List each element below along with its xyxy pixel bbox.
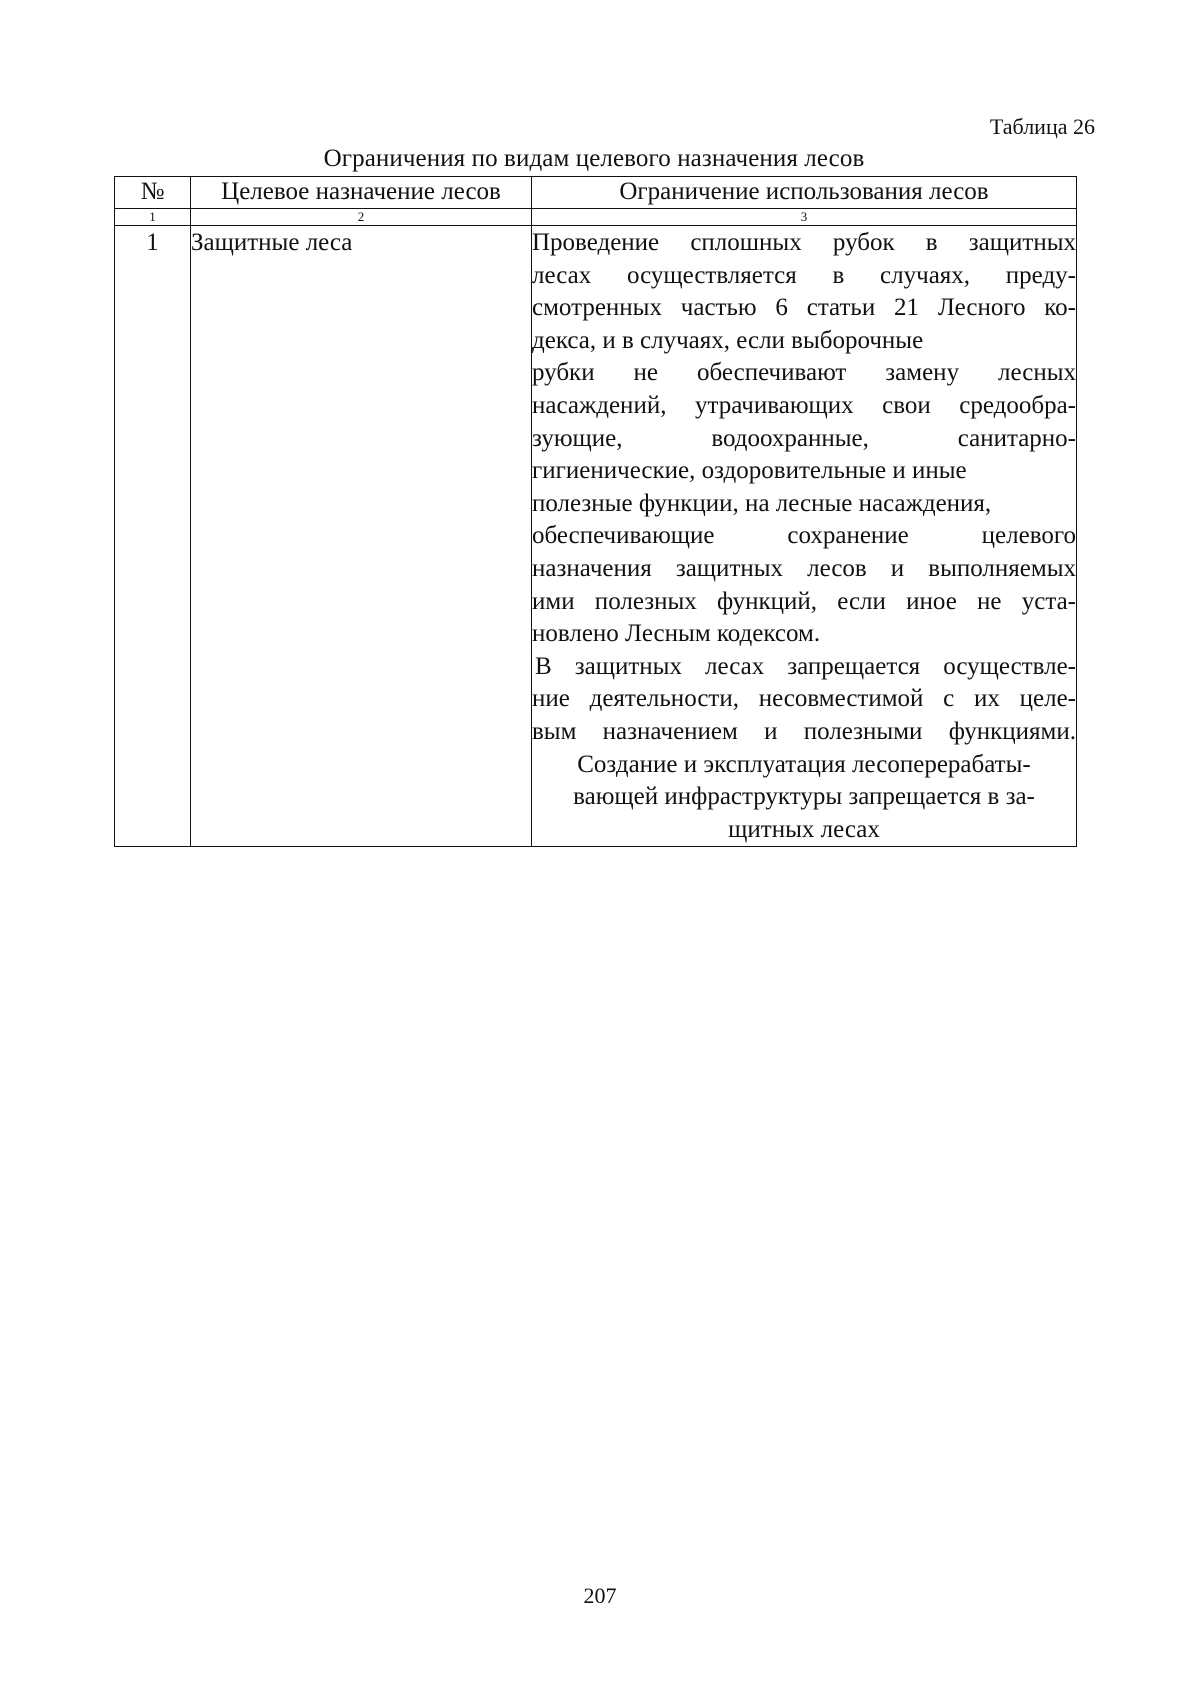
table-header-row bbox=[115, 177, 1077, 209]
table-row bbox=[115, 226, 1077, 847]
page-number: 207 bbox=[583, 1583, 617, 1608]
restriction-line: насаждений, утрачивающих свои средообра- bbox=[532, 391, 1076, 419]
restriction-line: Создание и эксплуатация лесоперерабаты- bbox=[577, 750, 1031, 778]
row-restriction bbox=[532, 226, 1077, 847]
restriction-line: лесах осуществляется в случаях, преду- bbox=[532, 261, 1076, 289]
restrictions-table bbox=[114, 176, 1077, 847]
column-number: 2 bbox=[191, 209, 532, 226]
restriction-line: вающей инфраструктуры запрещается в за- bbox=[573, 783, 1035, 811]
header-purpose: Целевое назначение лесов bbox=[191, 177, 532, 209]
restriction-line: ими полезных функций, если иное не уста- bbox=[532, 587, 1076, 615]
table-label: Таблица 26 bbox=[989, 114, 1095, 139]
restriction-line: обеспечивающие сохранение целевого bbox=[532, 522, 1076, 550]
column-number: 3 bbox=[532, 209, 1077, 226]
restriction-line: зующие, водоохранные, санитарно- bbox=[532, 424, 1076, 452]
row-purpose: Защитные леса bbox=[191, 226, 532, 847]
restriction-line: В защитных лесах запрещается осуществле- bbox=[535, 652, 1076, 680]
restriction-line: рубки не обеспечивают замену лесных bbox=[532, 359, 1076, 387]
restriction-line: щитных лесах bbox=[728, 815, 880, 843]
restriction-line: полезные функции, на лесные насаждения, bbox=[532, 489, 992, 517]
restriction-line: ние деятельности, несовместимой с их целе- bbox=[532, 685, 1076, 713]
restriction-line: декса, и в случаях, если выборочные bbox=[532, 326, 924, 354]
header-restriction: Ограничение использования лесов bbox=[532, 177, 1077, 209]
restriction-line: новлено Лесным кодексом. bbox=[532, 620, 821, 648]
restriction-line: Проведение сплошных рубок в защитных bbox=[532, 229, 1076, 256]
restriction-line: гигиенические, оздоровительные и иные bbox=[532, 457, 967, 485]
restriction-line: вым назначением и полезными функциями. bbox=[532, 717, 1076, 745]
table-title: Ограничения по видам целевого назначения лесов bbox=[323, 145, 865, 172]
header-number: № bbox=[115, 177, 191, 209]
restriction-line: назначения защитных лесов и выполняемых bbox=[532, 554, 1076, 582]
column-number: 1 bbox=[115, 209, 191, 226]
row-number: 1 bbox=[115, 226, 191, 847]
column-number-row bbox=[115, 209, 1077, 226]
restriction-line: смотренных частью 6 статьи 21 Лесного ко- bbox=[532, 294, 1076, 322]
